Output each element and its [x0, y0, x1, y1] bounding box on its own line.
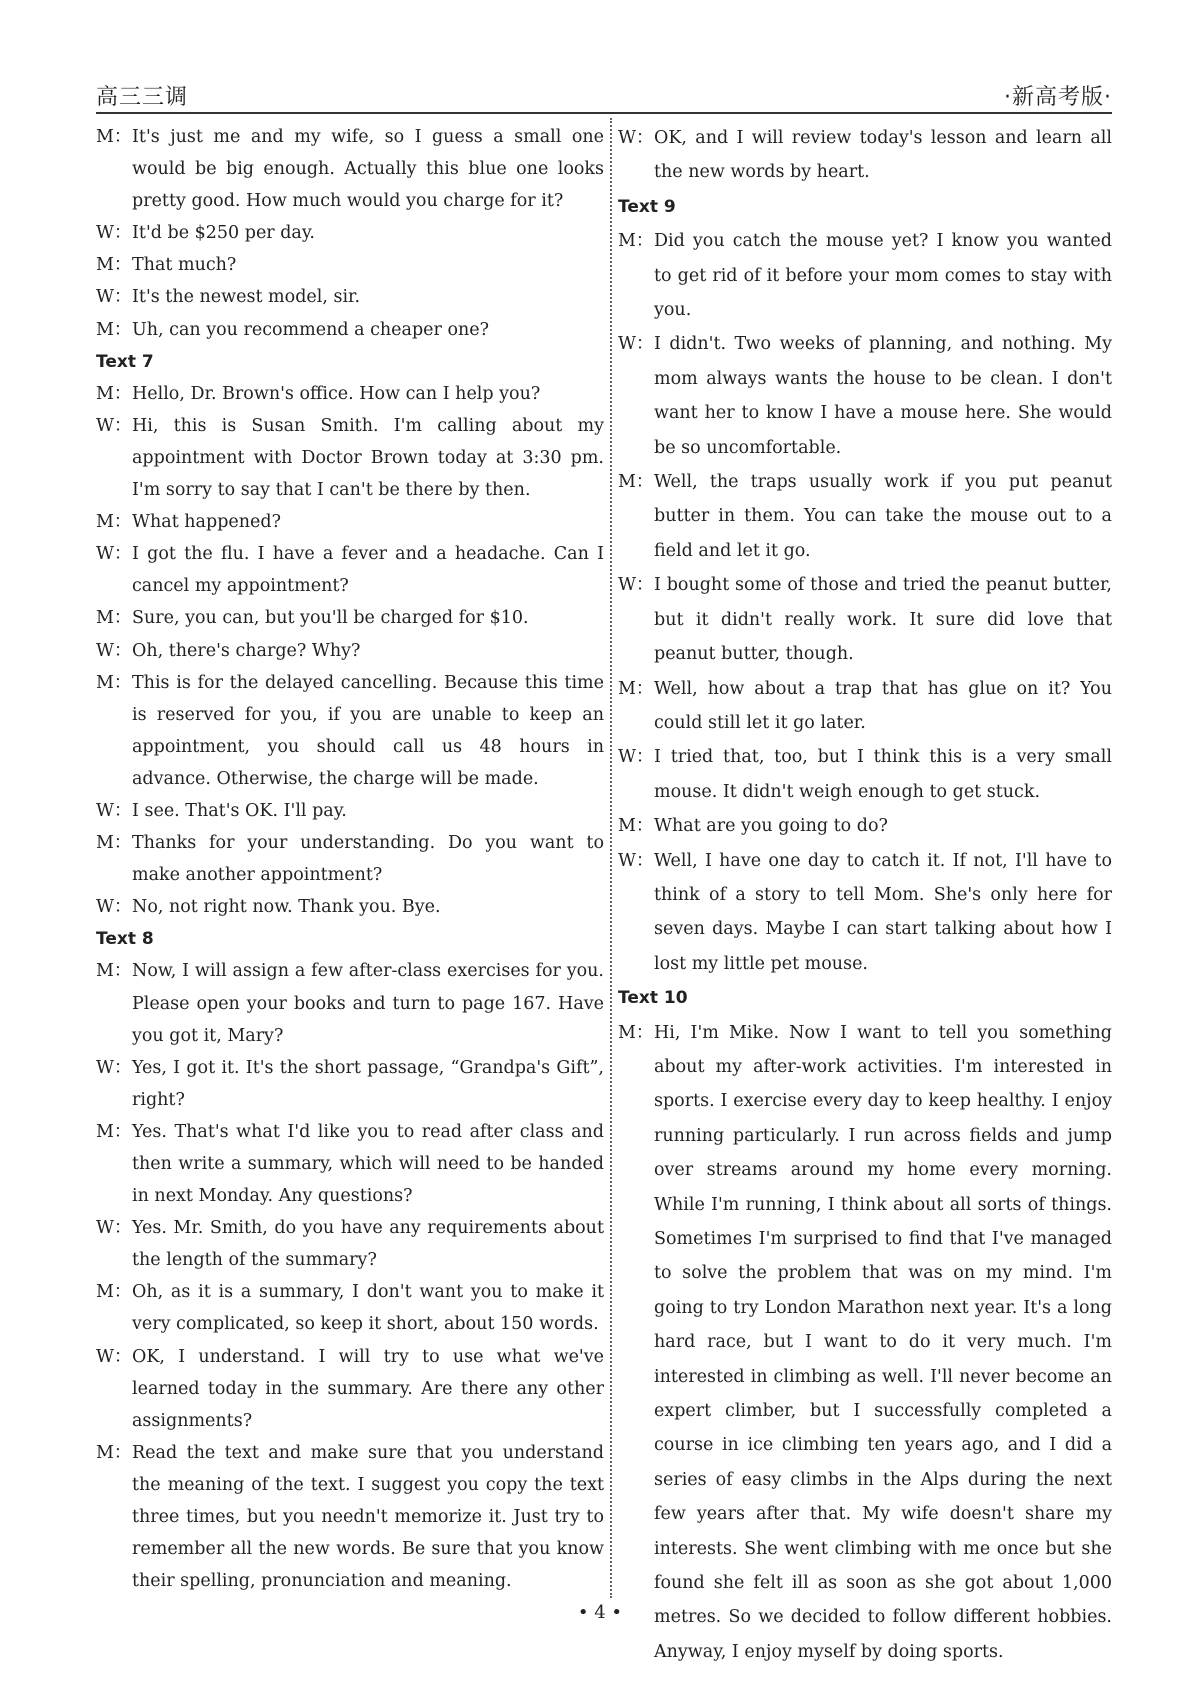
dialogue-text: It's the newest model, sir.	[132, 287, 361, 308]
dialogue-line	[618, 844, 1112, 982]
dialogue-line	[96, 827, 604, 891]
dialogue-line	[618, 224, 1112, 327]
dialogue-line	[96, 506, 604, 538]
dialogue-text: I bought some of those and tried the peanut butter, but it didn't really work. It sure did love that peanut butter, though.	[654, 575, 1112, 665]
dialogue-line	[96, 891, 604, 923]
dialogue-line	[96, 249, 604, 281]
speaker-label: M：	[96, 383, 132, 404]
dialogue-line	[618, 465, 1112, 568]
speaker-label: M：	[618, 1022, 654, 1043]
dialogue-line	[96, 1437, 604, 1597]
dialogue-line	[96, 1116, 604, 1212]
dialogue-line	[96, 410, 604, 506]
speaker-label: M：	[618, 678, 654, 699]
speaker-label: M：	[96, 1282, 132, 1303]
dialogue-text: That much?	[132, 255, 237, 276]
speaker-label: M：	[618, 472, 654, 493]
dialogue-text: Well, I have one day to catch it. If not, I'll have to think of a story to tell Mom. She's only here for seven days. Maybe I can start talking about how I lost my little pet mouse.	[654, 850, 1112, 974]
dialogue-line	[96, 121, 604, 217]
dialogue-text: What are you going to do?	[654, 816, 888, 837]
section-title: Text 8	[96, 929, 154, 950]
header-rule	[96, 112, 1112, 114]
dialogue-line	[618, 809, 1112, 843]
dialogue-line	[96, 955, 604, 1051]
dialogue-text: OK, and I will review today's lesson and learn all the new words by heart.	[654, 128, 1112, 183]
speaker-label: W：	[96, 1218, 132, 1239]
speaker-label: W：	[618, 850, 654, 871]
speaker-label: M：	[618, 816, 654, 837]
page-number: • 4 •	[577, 1602, 623, 1623]
left-column	[96, 121, 604, 1597]
dialogue-line	[96, 1052, 604, 1116]
dialogue-text: Read the text and make sure that you understand the meaning of the text. I suggest you copy the text three times, but you needn't memorize it. Just try to remember all the new words. Be sure that you know their spelling, pronunciation and meaning.	[132, 1442, 604, 1592]
dialogue-text: I see. That's OK. I'll pay.	[132, 800, 347, 821]
dialogue-line	[96, 602, 604, 634]
dialogue-text: Yes. Mr. Smith, do you have any requirements about the length of the summary?	[132, 1218, 604, 1271]
dialogue-text: Hello, Dr. Brown's office. How can I help you?	[132, 383, 541, 404]
dialogue-text: Uh, can you recommend a cheaper one?	[132, 319, 489, 340]
dialogue-text: No, not right now. Thank you. Bye.	[132, 897, 441, 918]
header-edition: ·新高考版·	[1004, 85, 1112, 110]
dialogue-line	[618, 327, 1112, 465]
dialogue-line	[618, 1016, 1112, 1670]
section-title: Text 7	[96, 351, 154, 372]
dialogue-line	[96, 281, 604, 313]
speaker-label: M：	[96, 672, 132, 693]
dialogue-line	[96, 1276, 604, 1340]
dialogue-text: Oh, there's charge? Why?	[132, 640, 361, 661]
dialogue-line	[96, 378, 604, 410]
dialogue-text: Well, the traps usually work if you put peanut butter in them. You can take the mouse out to a field and let it go.	[654, 472, 1112, 561]
speaker-label: W：	[96, 640, 132, 661]
dialogue-line	[96, 1341, 604, 1437]
dialogue-text: Hi, this is Susan Smith. I'm calling about my appointment with Doctor Brown today at 3:30 pm. I'm sorry to say that I can't be there by then.	[132, 415, 604, 501]
dialogue-text: OK, I understand. I will try to use what we've learned today in the summary. Are there any other assignments?	[132, 1346, 604, 1431]
speaker-label: W：	[96, 800, 132, 821]
speaker-label: W：	[618, 747, 654, 768]
dialogue-text: Now, I will assign a few after-class exercises for you. Please open your books and turn to page 167. Have you got it, Mary?	[132, 961, 604, 1046]
dialogue-line	[618, 568, 1112, 671]
header-title: 高三三调	[96, 85, 189, 110]
dialogue-text: I got the flu. I have a fever and a headache. Can I cancel my appointment?	[132, 544, 604, 597]
speaker-label: M：	[96, 319, 132, 340]
speaker-label: M：	[96, 961, 132, 982]
dialogue-text: Yes. That's what I'd like you to read after class and then write a summary, which will need to be handed in next Monday. Any questions?	[132, 1121, 604, 1207]
page-header	[96, 80, 1112, 114]
dialogue-text: Yes, I got it. It's the short passage, “Grandpa's Gift”, right?	[132, 1057, 604, 1110]
speaker-label: M：	[96, 608, 132, 629]
speaker-label: W：	[96, 1346, 132, 1367]
dialogue-text: I didn't. Two weeks of planning, and nothing. My mom always wants the house to be clean. I don't want her to know I have a mouse here. She would be so uncomfortable.	[654, 334, 1112, 458]
speaker-label: M：	[96, 833, 132, 854]
section-title: Text 9	[618, 196, 676, 217]
dialogue-text: Sure, you can, but you'll be charged for $10.	[132, 608, 529, 629]
speaker-label: W：	[96, 544, 132, 565]
dialogue-line	[96, 1212, 604, 1276]
speaker-label: M：	[96, 1442, 132, 1463]
dialogue-text: Did you catch the mouse yet? I know you wanted to get rid of it before your mom comes to stay with you.	[654, 231, 1112, 321]
dialogue-line	[96, 635, 604, 667]
dialogue-text: It's just me and my wife, so I guess a small one would be big enough. Actually this blue one looks pretty good. How much would you charge for it?	[132, 127, 604, 212]
dialogue-text: What happened?	[132, 512, 281, 533]
speaker-label: W：	[96, 415, 132, 436]
speaker-label: W：	[96, 1057, 132, 1078]
speaker-label: M：	[96, 255, 132, 276]
dialogue-text: Oh, as it is a summary, I don't want you to make it very complicated, so keep it short, about 150 words.	[132, 1282, 604, 1335]
dialogue-line	[96, 795, 604, 827]
dialogue-line	[96, 314, 604, 346]
dialogue-line	[96, 538, 604, 602]
speaker-label: W：	[96, 897, 132, 918]
speaker-label: W：	[618, 334, 654, 355]
dialogue-line	[96, 217, 604, 249]
section-title: Text 10	[618, 988, 688, 1009]
speaker-label: M：	[96, 1121, 132, 1142]
right-column	[618, 121, 1112, 1669]
dialogue-line	[618, 740, 1112, 809]
column-divider	[610, 118, 612, 1598]
speaker-label: M：	[618, 231, 654, 252]
speaker-label: W：	[618, 575, 654, 596]
speaker-label: M：	[96, 127, 132, 147]
dialogue-text: Hi, I'm Mike. Now I want to tell you something about my after-work activities. I'm interested in sports. I exercise every day to keep healthy. I enjoy running particularly. I run across fields and jump over streams around my home every morning. While I'm running, I think about all sorts of things. Sometimes I'm surprised to find that I've managed to solve the problem that was on my mind. I'm going to try London Marathon next year. It's a long hard race, but I want to do it very much. I'm interested in climbing as well. I'll never become an expert climber, but I successfully completed a course in ice climbing ten years ago, and I did a series of easy climbs in the Alps during the next few years after that. My wife doesn't share my interests. She went climbing with me once but she found she felt ill as soon as she got about 1,000 metres. So we decided to follow different hobbies. Anyway, I enjoy myself by doing sports.	[654, 1022, 1112, 1662]
dialogue-text: Thanks for your understanding. Do you want to make another appointment?	[132, 833, 604, 886]
speaker-label: M：	[96, 512, 132, 533]
speaker-label: W：	[96, 287, 132, 308]
dialogue-text: I tried that, too, but I think this is a very small mouse. It didn't weigh enough to get stuck.	[654, 747, 1112, 802]
dialogue-text: This is for the delayed cancelling. Because this time is reserved for you, if you are unable to keep an appointment, you should call us 48 hours in advance. Otherwise, the charge will be made.	[132, 672, 604, 789]
speaker-label: W：	[96, 223, 132, 244]
speaker-label: W：	[618, 128, 654, 148]
dialogue-line	[618, 121, 1112, 190]
dialogue-text: Well, how about a trap that has glue on it? You could still let it go later.	[654, 678, 1112, 733]
dialogue-text: It'd be $250 per day.	[132, 223, 315, 244]
dialogue-line	[618, 672, 1112, 741]
dialogue-line	[96, 667, 604, 795]
